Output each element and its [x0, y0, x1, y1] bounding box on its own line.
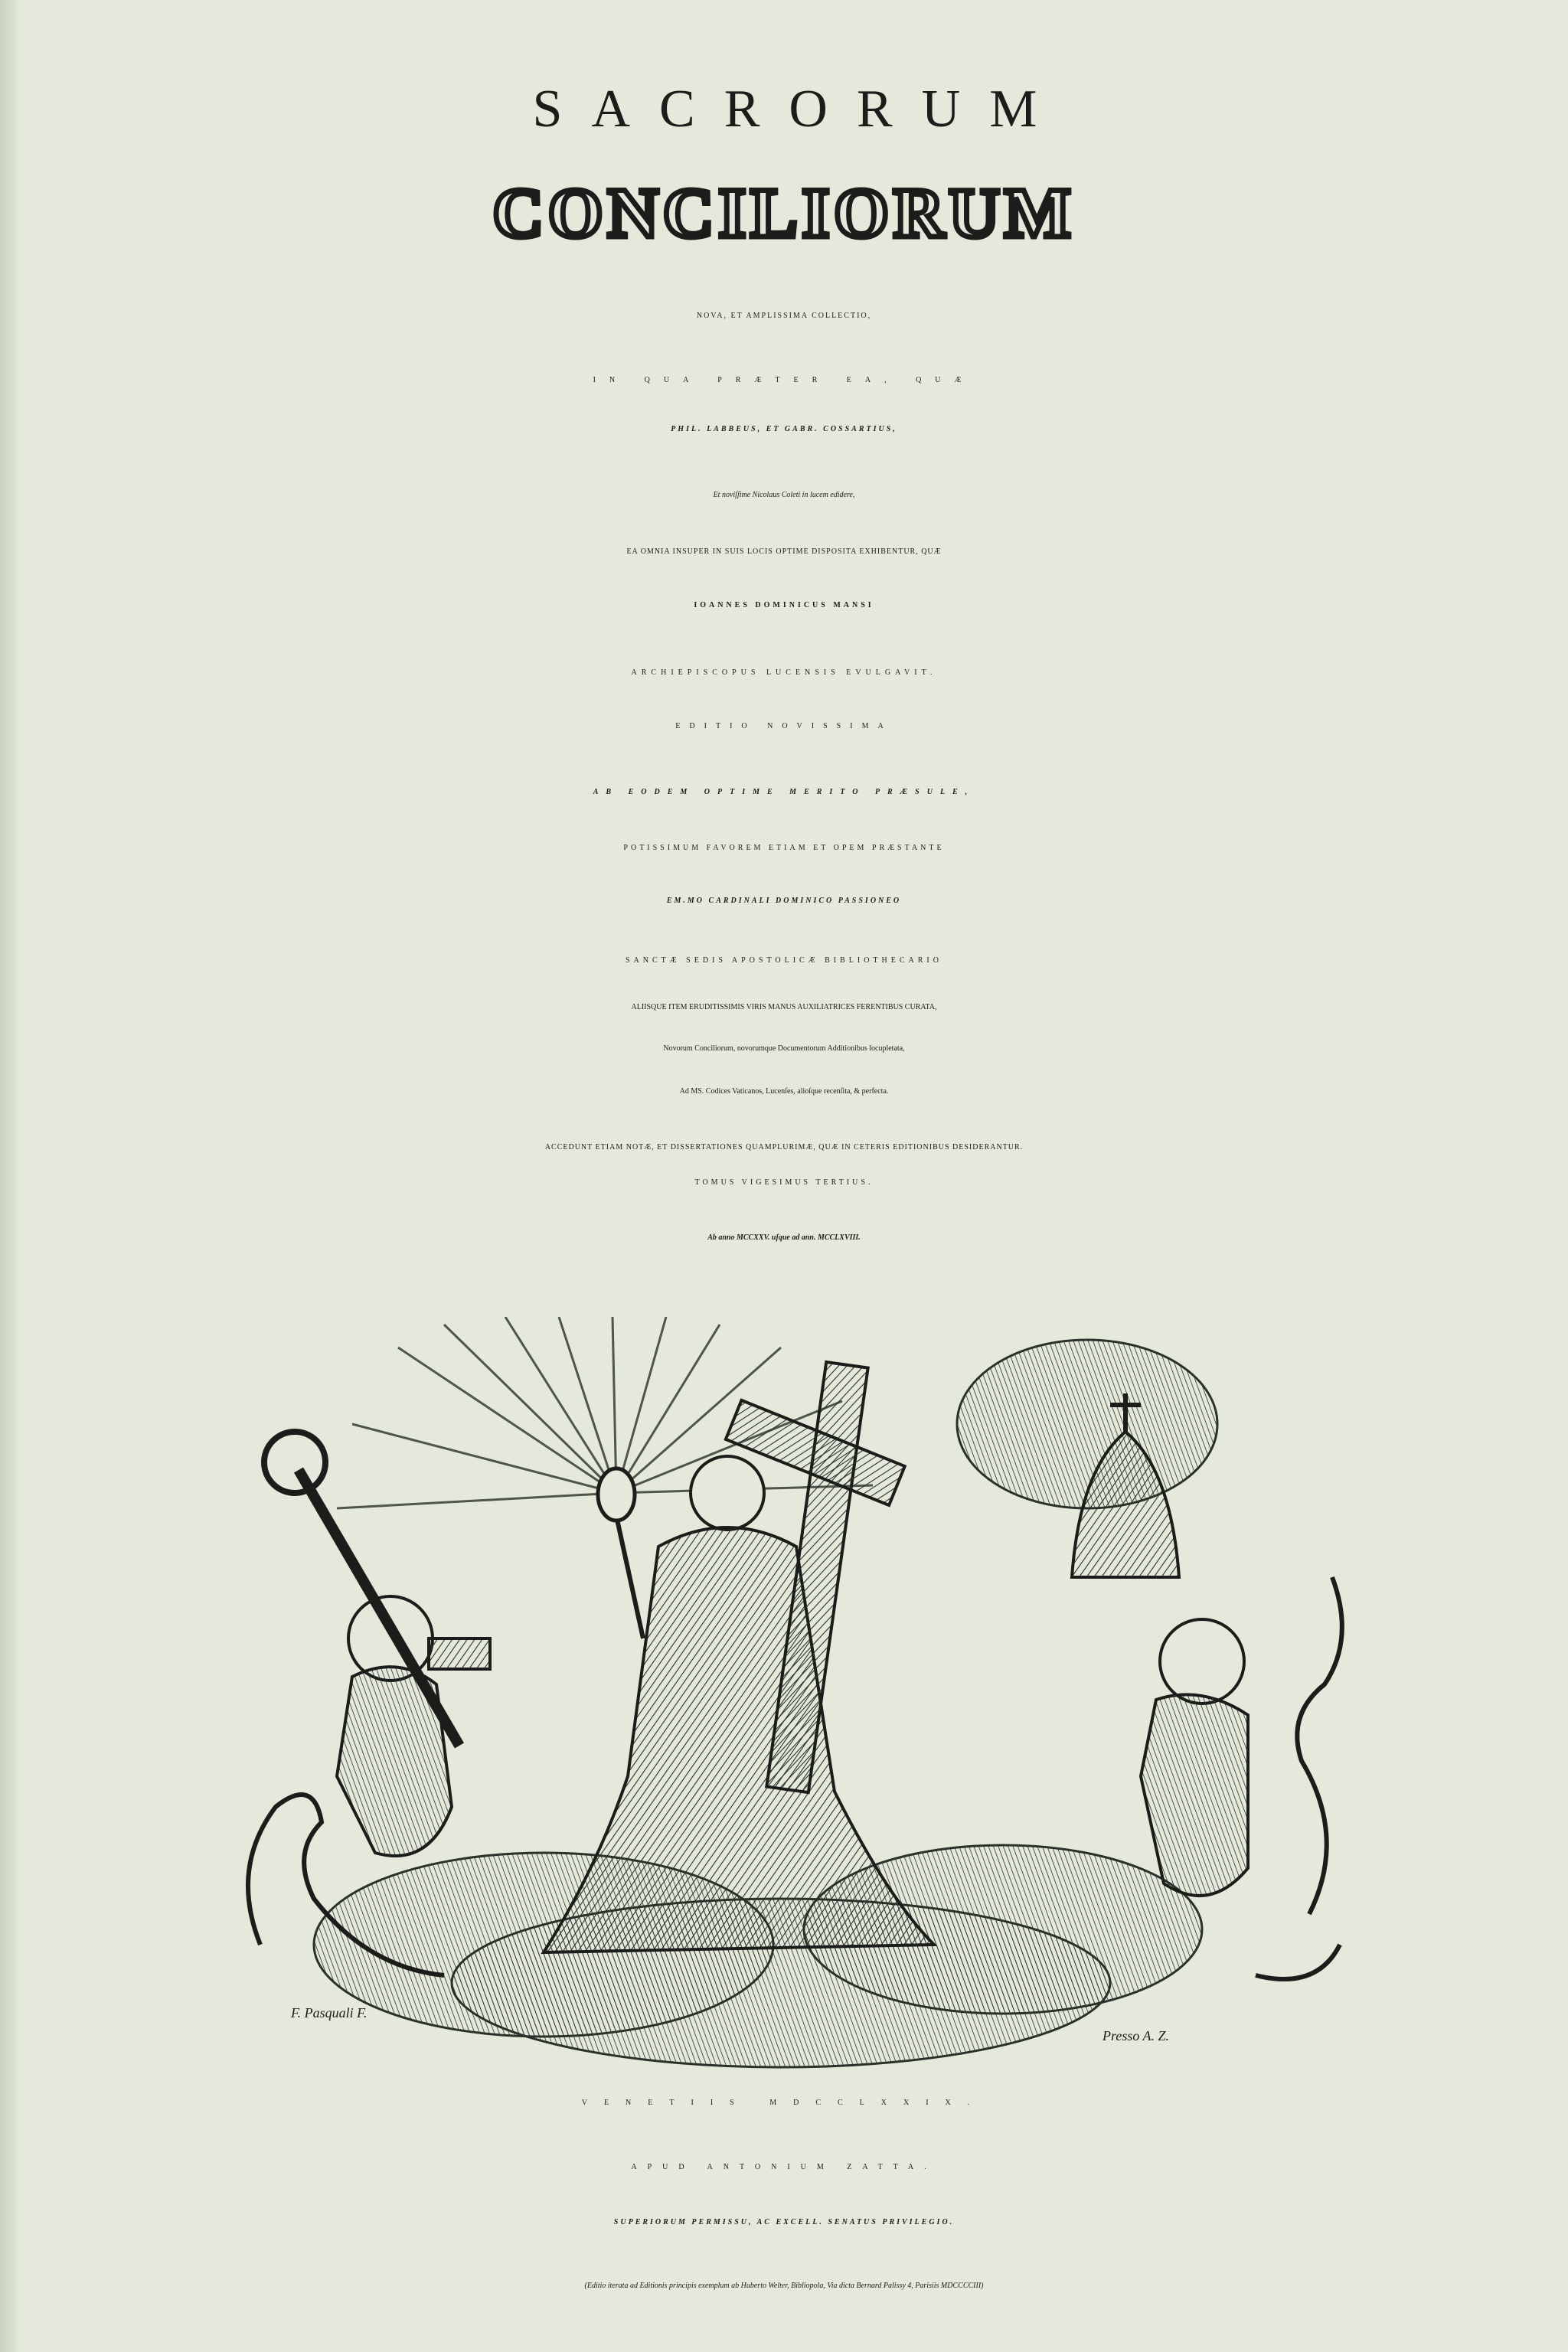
title-conciliorum: CONCILIORUM [492, 174, 1076, 252]
putto-with-keys [264, 1432, 490, 1856]
title-accedunt: ACCEDUNT ETIAM NOTÆ, ET DISSERTATIONES QUAMPLURIMÆ, QUÆ IN CETERIS EDITIONIBUS DESIDERANTUR. [544, 1143, 1024, 1152]
title-sanctae-sedis: SANCTÆ SEDIS APOSTOLICÆ BIBLIOTHECARIO [625, 956, 942, 965]
imprint-place-date: VENETIIS MDCCLXXIX. [581, 2099, 987, 2107]
title-potissimum: POTISSIMUM FAVOREM ETIAM ET OPEM PRÆSTANTE [623, 844, 945, 852]
title-mansi: IOANNES DOMINICUS MANSI [694, 601, 874, 609]
title-labbeus-cossartius: PHIL. LABBEUS, ET GABR. COSSARTIUS, [671, 425, 897, 433]
title-ab-eodem: AB EODEM OPTIME MERITO PRÆSULE, [593, 788, 975, 796]
title-tomus: TOMUS VIGESIMUS TERTIUS. [694, 1178, 874, 1187]
title-codices-vaticanos: Ad MS. Codices Vaticanos, Lucenſes, alioſque recenſita, & perfecta. [679, 1087, 889, 1096]
engraved-vignette [199, 1317, 1370, 2082]
imprint-privilege: SUPERIORUM PERMISSU, AC EXCELL. SENATUS PRIVILEGIO. [613, 2218, 955, 2226]
title-nova-collectio: NOVA, ET AMPLISSIMA COLLECTIO, [696, 312, 872, 320]
imprint-publisher: APUD ANTONIUM ZATTA. [631, 2163, 937, 2171]
page-edge [0, 0, 20, 2352]
title-aliisque: ALIISQUE ITEM ERUDITISSIMIS VIRIS MANUS AUXILIATRICES FERENTIBUS CURATA, [631, 1003, 937, 1011]
reprint-footnote: (Editio iterata ad Editionis principis exemplum ab Huberto Welter, Bibliopola, Via dicta Bernard Palissy 4, Parisiis MDCCCCIII) [584, 2282, 984, 2290]
title-ab-anno: Ab anno MCCXXV. uſque ad ann. MCCLXVIII. [707, 1233, 861, 1242]
engraver-signature-right: Presso A. Z. [1102, 2028, 1170, 2043]
title-cardinali-passioneo: EM.MO CARDINALI DOMINICO PASSIONEO [666, 897, 902, 905]
title-in-qua: IN QUA PRÆTER EA, QUÆ [593, 376, 975, 384]
seated-figure [544, 1456, 934, 1952]
title-archiepiscopus: ARCHIEPISCOPUS LUCENSIS EVULGAVIT. [631, 668, 937, 677]
title-ea-omnia: EA OMNIA INSUPER IN SUIS LOCIS OPTIME DISPOSITA EXHIBENTUR, QUÆ [626, 547, 942, 556]
title-sacrorum: SACRORUM [532, 80, 1067, 139]
engraver-signature-left: F. Pasquali F. [291, 2005, 368, 2020]
title-editio-novissima: EDITIO NOVISSIMA [675, 722, 893, 730]
title-novorum-conciliorum: Novorum Conciliorum, novorumque Documentorum Additionibus locupletata, [663, 1044, 905, 1053]
title-coleti: Et noviſſime Nicolaus Coleti in lucem edidere, [713, 491, 855, 499]
